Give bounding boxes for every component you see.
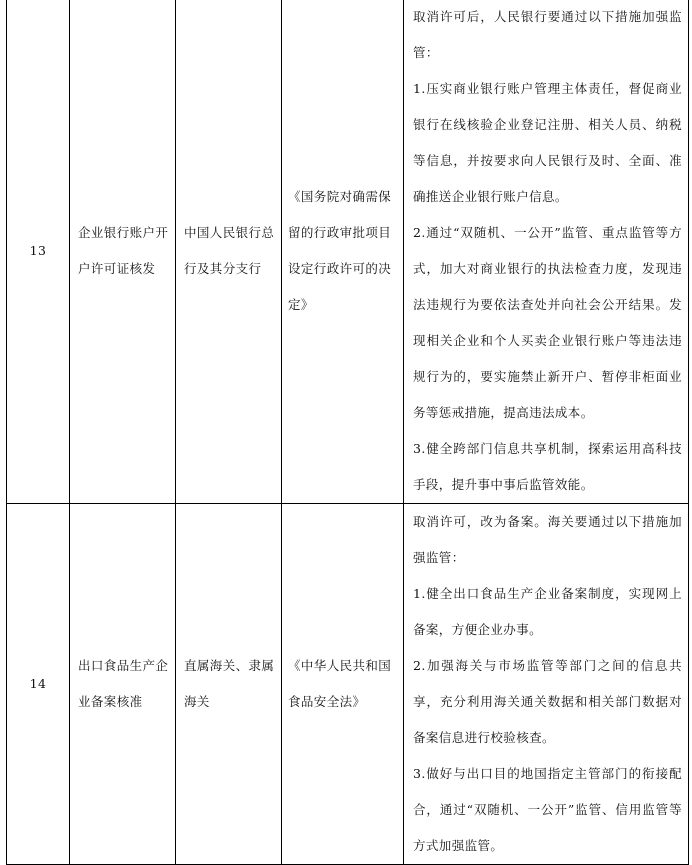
legal-basis-cell [282, 0, 404, 504]
row-number: 14 [29, 676, 47, 691]
approving-organ-cell [176, 0, 282, 504]
reform-items-table [6, 0, 689, 865]
legal-basis: 《国务院对确需保留的行政审批项目设定行政许可的决定》 [288, 189, 392, 312]
item-name-cell [70, 504, 176, 865]
legal-basis: 《中华人民共和国食品安全法》 [288, 658, 392, 709]
measures-cell [404, 0, 689, 504]
item-name-cell [70, 0, 176, 504]
measures-paragraph: 2.加强海关与市场监管等部门之间的信息共享，充分利用海关通关数据和相关部门数据对备案信息进行校验核查。 [413, 658, 682, 745]
table-row [7, 504, 689, 865]
approving-organ: 直属海关、隶属海关 [184, 658, 275, 709]
item-name: 出口食品生产企业备案核准 [78, 658, 169, 709]
measures-paragraph: 取消许可后，人民银行要通过以下措施加强监管： [413, 9, 682, 60]
row-number: 13 [29, 243, 47, 258]
measures-paragraph: 3.健全跨部门信息共享机制，探索运用高科技手段，提升事中事后监管效能。 [413, 441, 682, 492]
row-number-cell [7, 0, 70, 504]
measures-paragraph: 1.压实商业银行账户管理主体责任，督促商业银行在线核验企业登记注册、相关人员、纳税等信息，并按要求向人民银行及时、全面、准确推送企业银行账户信息。 [413, 81, 682, 204]
measures-paragraph: 1.健全出口食品生产企业备案制度，实现网上备案，方便企业办事。 [413, 586, 682, 637]
approving-organ: 中国人民银行总行及其分支行 [184, 225, 275, 276]
measures-paragraph: 2.通过“双随机、一公开”监管、重点监管等方式，加大对商业银行的执法检查力度，发现违法违规行为要依法查处并向社会公开结果。发现相关企业和个人买卖企业银行账户等违法违规行为的，要实施禁止新开户、暂停非柜面业务等惩戒措施，提高违法成本。 [413, 225, 682, 420]
legal-basis-cell [282, 504, 404, 865]
measures-paragraph: 3.做好与出口目的地国指定主管部门的衔接配合，通过“双随机、一公开”监管、信用监管等方式加强监管。 [413, 766, 682, 853]
measures-paragraph: 取消许可，改为备案。海关要通过以下措施加强监管： [413, 514, 682, 565]
approving-organ-cell [176, 504, 282, 865]
row-number-cell [7, 504, 70, 865]
table-row [7, 0, 689, 504]
measures-cell [404, 504, 689, 865]
item-name: 企业银行账户开户许可证核发 [78, 225, 169, 276]
